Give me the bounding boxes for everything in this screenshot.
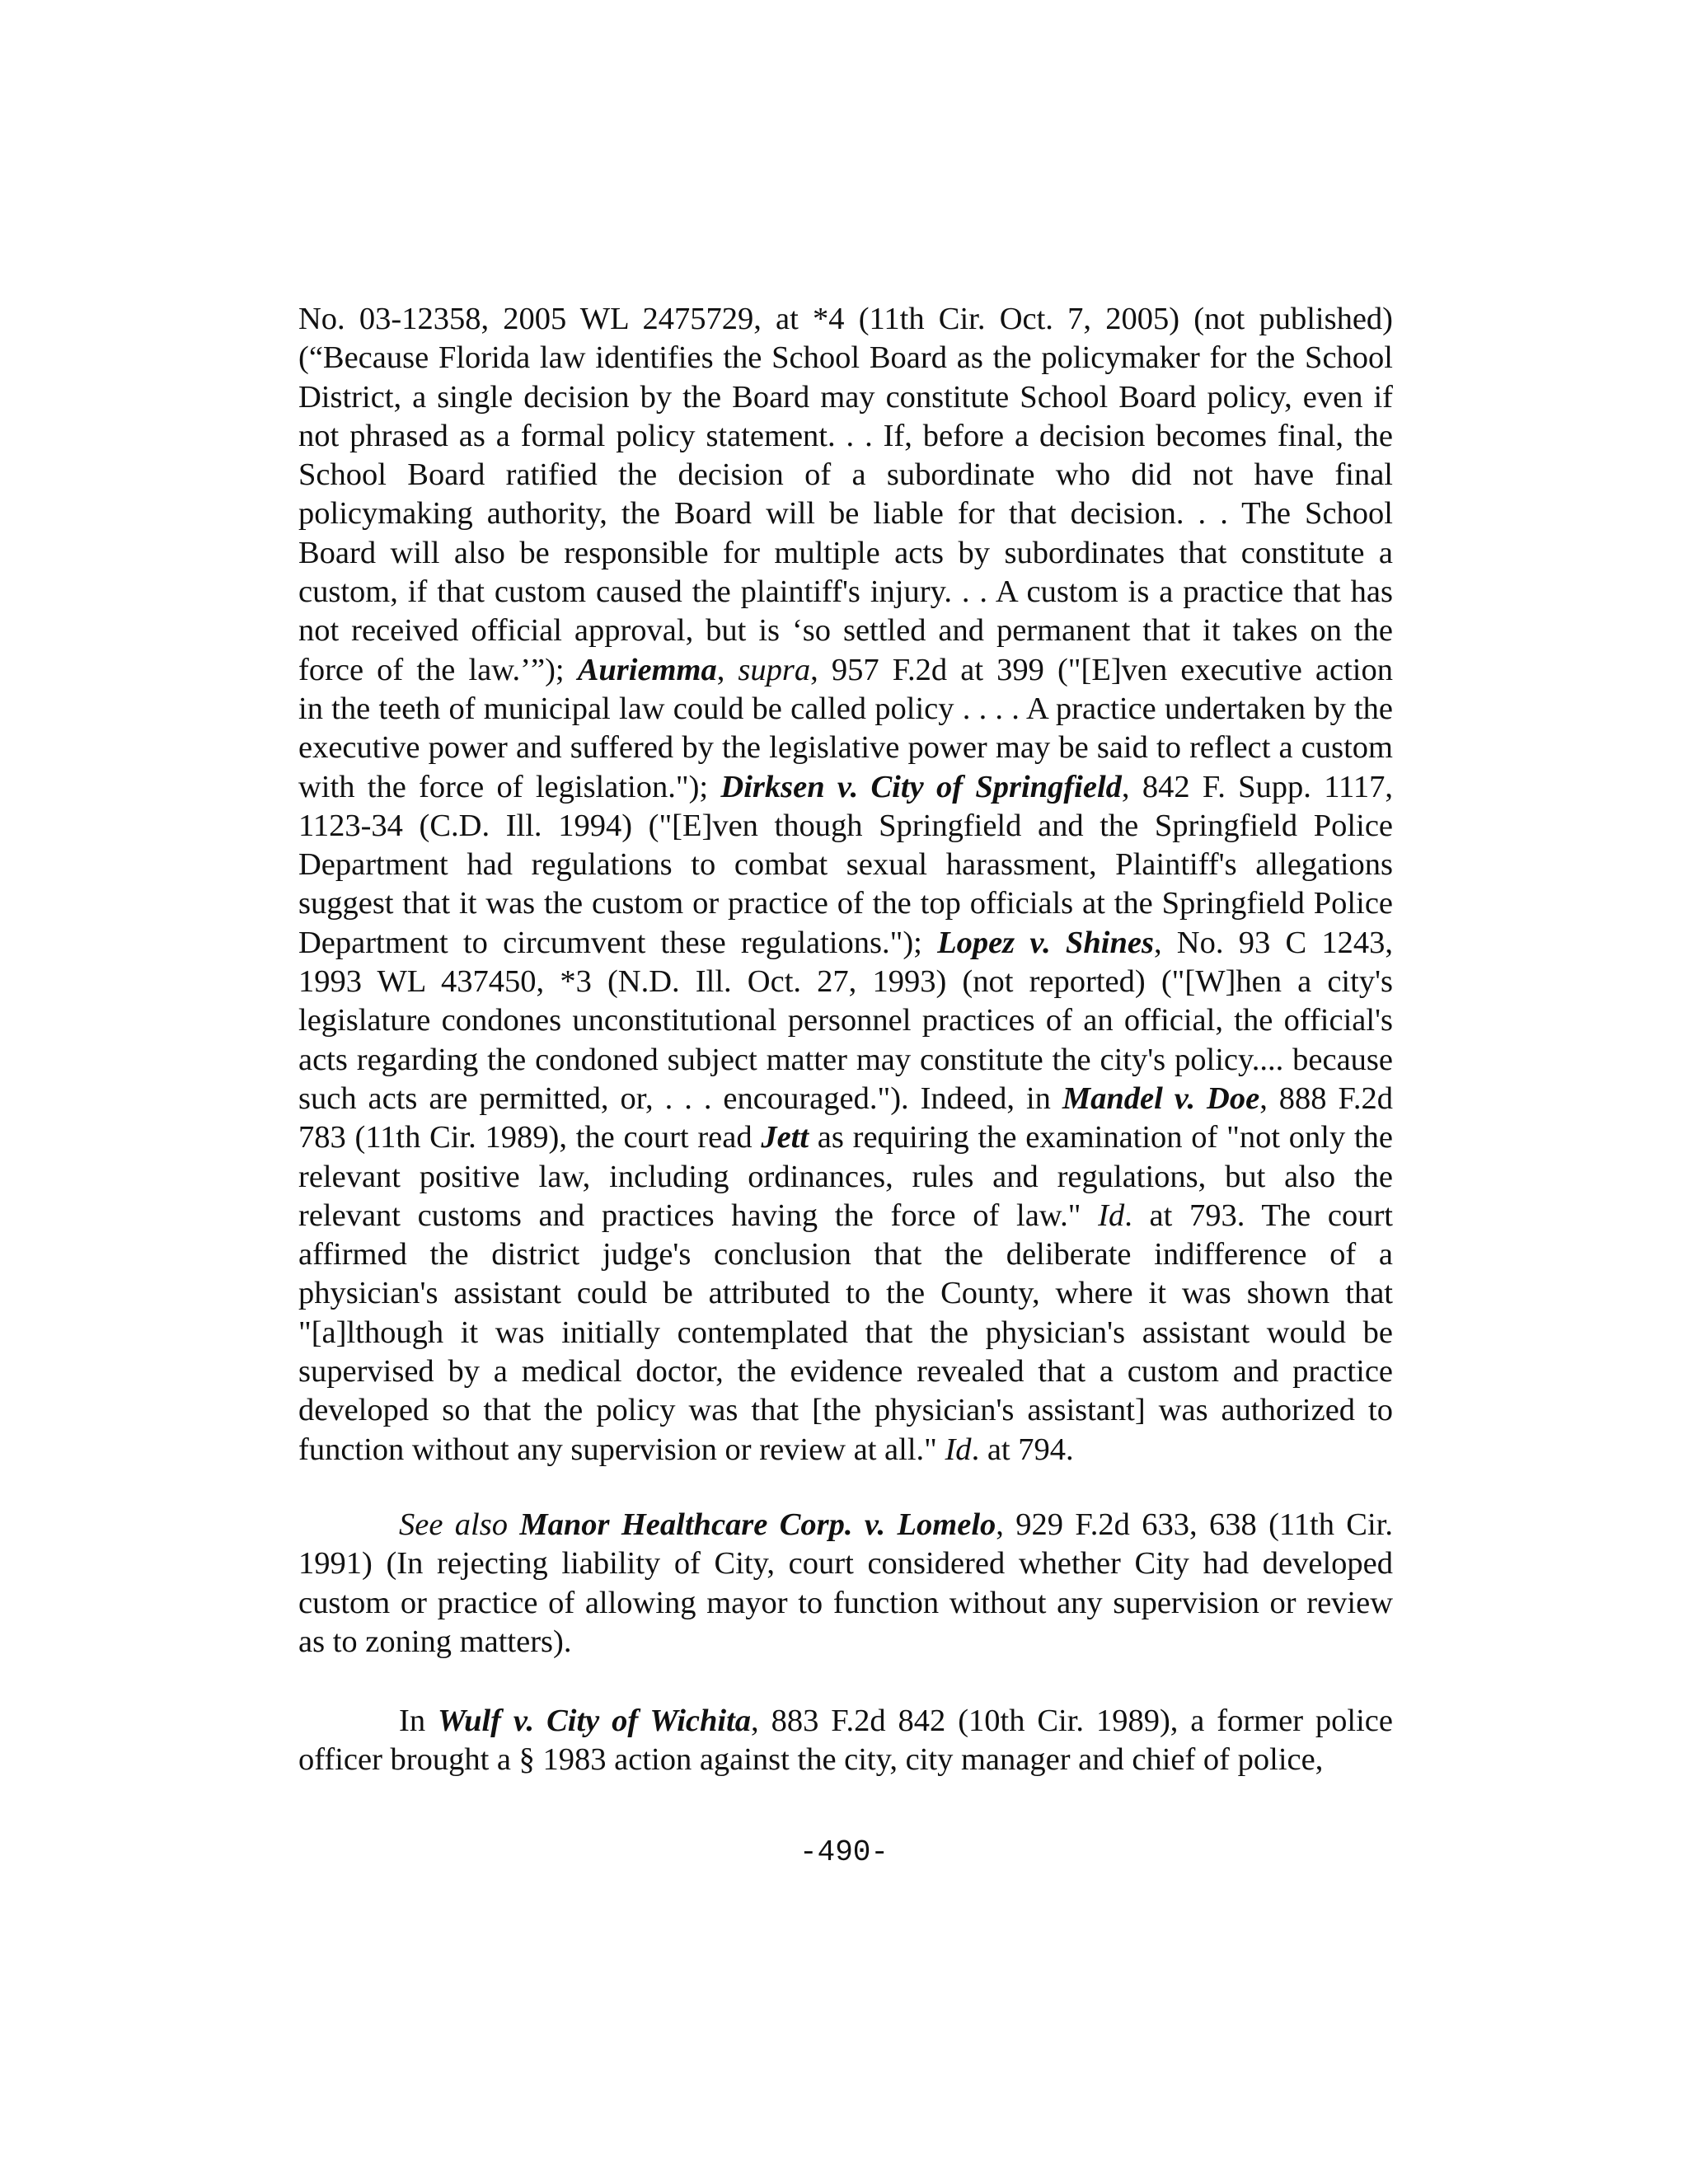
text-segment: not received official approval, but is ‘so settled and permanent that it takes on the	[298, 613, 1393, 649]
text-line	[298, 494, 1393, 533]
text-segment: function without any supervision or review at all."	[298, 1432, 945, 1467]
text-line	[298, 339, 1393, 377]
text-segment: , 842 F. Supp. 1117,	[1121, 769, 1393, 804]
text-line	[298, 1235, 1393, 1274]
case-name: Mandel v. Doe	[1062, 1080, 1260, 1116]
text-segment: , No. 93 C 1243,	[1153, 925, 1393, 960]
text-segment: as to zoning matters).	[298, 1624, 572, 1659]
text-segment: as requiring the examination of "not only the	[809, 1120, 1393, 1155]
text-segment: No. 03-12358, 2005 WL 2475729, at *4 (11th Cir. Oct. 7, 2005) (not published)	[298, 302, 1393, 336]
text-line	[298, 1118, 1393, 1157]
text-line	[298, 1741, 1393, 1779]
text-segment: relevant positive law, including ordinances, rules and regulations, but also the	[298, 1159, 1393, 1194]
text-segment: suggest that it was the custom or practice of the top officials at the Springfield Police	[298, 886, 1393, 921]
text-segment: in the teeth of municipal law could be called policy . . . . A practice undertaken by the	[298, 691, 1393, 726]
text-line	[298, 690, 1393, 729]
text-segment: custom, if that custom caused the plaintiff's injury. . . A custom is a practice that has	[298, 574, 1393, 610]
text-line	[298, 1584, 1393, 1623]
text-segment: District, a single decision by the Board may constitute School Board policy, even if	[298, 379, 1393, 415]
text-segment: legislature condones unconstitutional personnel practices of an official, the official's	[298, 1003, 1393, 1038]
text-line	[298, 1041, 1393, 1080]
text-segment: (“Because Florida law identifies the School Board as the policymaker for the School	[298, 340, 1393, 376]
text-segment: 783 (11th Cir. 1989), the court read	[298, 1120, 762, 1155]
text-segment: 1991) (In rejecting liability of City, court considered whether City had developed	[298, 1546, 1393, 1582]
text-segment: , 883 F.2d 842 (10th Cir. 1989), a former police	[751, 1704, 1393, 1738]
case-name: Wulf v. City of Wichita	[437, 1704, 752, 1738]
text-line	[298, 729, 1393, 767]
text-line	[298, 768, 1393, 807]
text-segment: Department to circumvent these regulations.");	[298, 925, 938, 960]
text-segment: ,	[716, 652, 738, 687]
text-line	[298, 1001, 1393, 1040]
text-segment: force of the law.’”);	[298, 652, 578, 687]
text-line	[298, 1197, 1393, 1235]
text-line	[298, 884, 1393, 923]
text-segment: School Board ratified the decision of a subordinate who did not have final	[298, 457, 1393, 493]
text-line	[298, 924, 1393, 963]
case-name: Auriemma	[577, 652, 717, 687]
text-segment: 1123-34 (C.D. Ill. 1994) ("[E]ven though Springfield and the Springfield Police	[298, 808, 1393, 843]
text-segment: custom or practice of allowing mayor to function without any supervision or review	[298, 1585, 1393, 1620]
text-segment: , 888 F.2d	[1259, 1080, 1393, 1116]
text-line	[298, 300, 1393, 339]
text-line	[298, 378, 1393, 417]
text-segment: physician's assistant could be attributed to the County, where it was shown that	[298, 1276, 1393, 1311]
text-line	[298, 1431, 1393, 1469]
text-line	[298, 612, 1393, 650]
page-number: -490-	[799, 1835, 889, 1869]
text-line	[298, 1274, 1393, 1313]
text-segment: officer brought a § 1983 action against the city, city manager and chief of police,	[298, 1742, 1324, 1778]
text-segment: Department had regulations to combat sexual harassment, Plaintiff's allegations	[298, 847, 1393, 883]
text-line	[298, 1080, 1393, 1118]
text-segment: . at 794.	[971, 1432, 1074, 1467]
text-segment: 1993 WL 437450, *3 (N.D. Ill. Oct. 27, 1993) (not reported) ("[W]hen a city's	[298, 964, 1393, 1000]
text-segment: policymaking authority, the Board will be liable for that decision. . . The School	[298, 496, 1393, 532]
italic-text: Id	[1098, 1197, 1125, 1233]
text-segment: such acts are permitted, or, . . . encouraged."). Indeed, in	[298, 1080, 1062, 1116]
case-name: Jett	[761, 1120, 809, 1155]
italic-text: See also	[399, 1507, 520, 1542]
text-segment: relevant customs and practices having the force of law."	[298, 1197, 1099, 1233]
text-line	[298, 846, 1393, 884]
case-name: Lopez v. Shines	[937, 925, 1154, 960]
case-name: Manor Healthcare Corp. v. Lomelo	[519, 1507, 996, 1542]
text-segment: acts regarding the condoned subject matter may constitute the city's policy.... because	[298, 1042, 1393, 1077]
text-line	[298, 1158, 1393, 1197]
text-line	[298, 1314, 1393, 1352]
text-line	[298, 417, 1393, 456]
text-line	[298, 651, 1393, 690]
text-line	[298, 1506, 1393, 1544]
text-segment: "[a]lthough it was initially contemplated that the physician's assistant would be	[298, 1315, 1393, 1350]
text-segment: , 929 F.2d 633, 638 (11th Cir.	[996, 1507, 1394, 1542]
italic-text: supra	[738, 652, 811, 687]
text-segment: affirmed the district judge's conclusion that the deliberate indifference of a	[298, 1237, 1393, 1272]
case-name: Dirksen v. City of Springfield	[720, 769, 1122, 804]
text-segment: . at 793. The court	[1124, 1197, 1393, 1233]
text-segment: In	[399, 1704, 438, 1738]
text-segment: supervised by a medical doctor, the evidence revealed that a custom and practice	[298, 1354, 1393, 1390]
text-line	[298, 1702, 1393, 1741]
text-line	[298, 534, 1393, 573]
text-line	[298, 807, 1393, 846]
paragraph-3	[298, 1702, 1393, 1780]
text-segment: not phrased as a formal policy statement. . . If, before a decision becomes final, the	[298, 418, 1393, 453]
paragraph-1	[298, 300, 1393, 1469]
paragraph-2	[298, 1506, 1393, 1661]
text-line	[298, 456, 1393, 494]
text-segment: with the force of legislation.");	[298, 769, 721, 804]
text-segment: , 957 F.2d at 399 ("[E]ven executive action	[810, 652, 1393, 687]
text-line	[298, 963, 1393, 1001]
text-segment: Board will also be responsible for multiple acts by subordinates that constitute a	[298, 535, 1393, 570]
text-segment: executive power and suffered by the legislative power may be said to reflect a custom	[298, 730, 1393, 766]
text-line	[298, 1544, 1393, 1583]
text-line	[298, 1352, 1393, 1391]
text-line	[298, 1391, 1393, 1430]
text-segment: developed so that the policy was that [the physician's assistant] was authorized to	[298, 1393, 1393, 1428]
italic-text: Id	[945, 1432, 972, 1467]
text-line	[298, 1623, 1393, 1661]
text-line	[298, 573, 1393, 612]
